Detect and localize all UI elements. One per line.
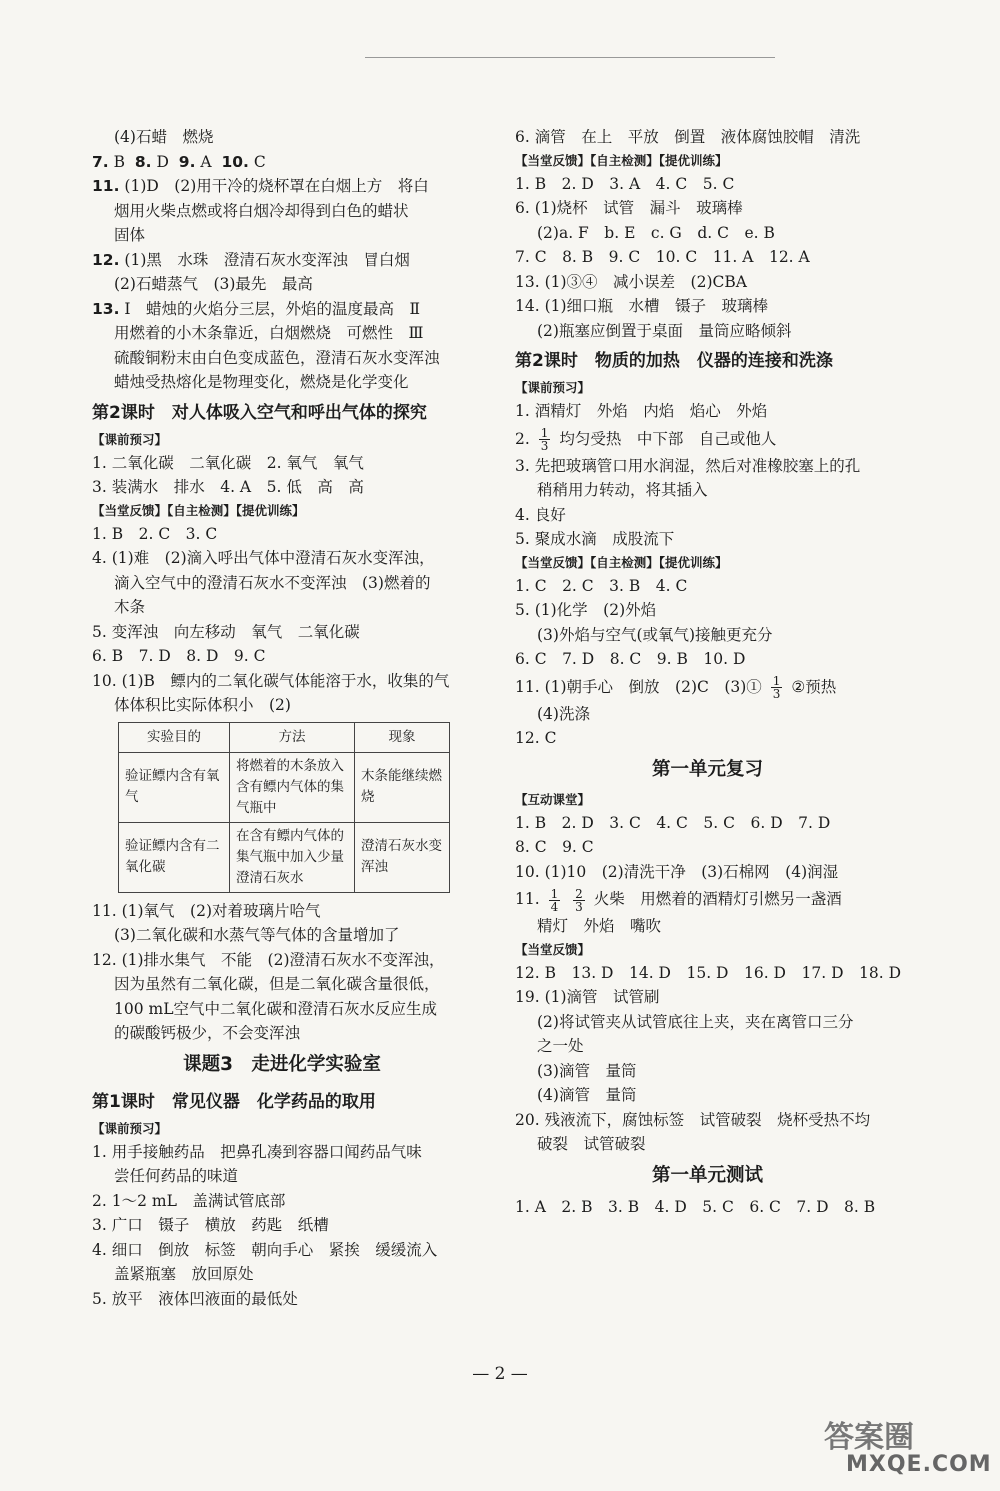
answer-line: 1. C 2. C 3. B 4. C — [515, 576, 688, 595]
answer-line: 20. 残液流下，腐蚀标签 试管破裂 烧杯受热不均 — [515, 1110, 871, 1129]
answer-line: 4. (1)难 (2)滴入呼出气体中澄清石灰水变浑浊， — [92, 549, 435, 567]
page-number: — 2 — — [472, 1364, 528, 1384]
answer-line: 固体 — [114, 226, 146, 244]
answer-line — [515, 672, 900, 702]
answer-line: 1. 二氧化碳 二氧化碳 2. 氧气 氧气 — [92, 453, 364, 472]
answer-line: 8. C 9. C — [515, 838, 594, 856]
answer-line: 因为虽然有二氧化碳，但是二氧化碳含量很低， — [114, 975, 440, 993]
answer-line: (3)滴管 量筒 — [537, 1061, 637, 1080]
section-tag: 【当堂反馈】 — [515, 941, 591, 957]
watermark-brand: 答案圈 — [824, 1420, 914, 1455]
table-header: 现象 — [355, 722, 450, 752]
table-row — [119, 752, 450, 822]
section-tag: 【课前预习】 — [515, 380, 591, 395]
left-column — [92, 125, 472, 1311]
answer-line: (2)石蜡蒸气 (3)最先 最高 — [114, 275, 313, 293]
answer-line: 3. 装满水 排水 4. A 5. 低 高 高 — [92, 478, 364, 496]
answer-line: 木条 — [114, 598, 146, 616]
answer-text: 均匀受热 中下部 自己或他人 — [559, 429, 777, 448]
lesson-heading: 第2课时 对人体吸入空气和呼出气体的探究 — [92, 402, 427, 423]
answer-line: 滴入空气中的澄清石灰水不变浑浊 (3)燃着的 — [114, 573, 431, 592]
section-tag: 【互动课堂】 — [515, 791, 591, 807]
fraction — [771, 675, 783, 700]
answer-line: 19. (1)滴管 试管刷 — [515, 988, 660, 1006]
q-num: 10. — [221, 152, 249, 171]
answer-line: 11. (1)D (2)用干冷的烧杯罩在白烟上方 将白 — [92, 177, 429, 195]
q-ans: C — [253, 152, 266, 171]
q-num: 11. — [515, 890, 540, 908]
answer-line: 1. 酒精灯 外焰 内焰 焰心 外焰 — [515, 402, 768, 420]
answer-line: 1. B 2. D 3. C 4. C 5. C 6. D 7. D — [515, 813, 831, 832]
answer-line: 14. (1)细口瓶 水槽 镊子 玻璃棒 — [515, 297, 769, 315]
fraction-denominator: 4 — [550, 899, 559, 914]
answer-line: (4)滴管 量筒 — [537, 1086, 637, 1104]
fraction — [539, 427, 551, 452]
fraction-denominator: 3 — [540, 439, 549, 453]
answer-line: 3. 先把玻璃管口用水润湿，然后对准橡胶塞上的孔 — [515, 456, 861, 475]
answer-line: 2. 1～2 mL 盖满试管底部 — [92, 1191, 286, 1210]
answer-text: Ⅰ 蜡烛的火焰分三层，外焰的温度最高 Ⅱ — [124, 299, 421, 318]
fraction-numerator: 1 — [550, 886, 559, 901]
answer-line: 12. C — [515, 729, 557, 747]
unit-heading: 第一单元测试 — [651, 1164, 763, 1186]
answer-line: 硫酸铜粉末由白色变成蓝色，澄清石灰水变浑浊 — [114, 348, 440, 367]
answer-line: 5. (1)化学 (2)外焰 — [515, 601, 657, 619]
answer-text: 火柴 用燃着的酒精灯引燃另一盏酒 — [593, 890, 842, 908]
answer-text: ②预热 — [791, 677, 837, 696]
answer-line: 6. B 7. D 8. D 9. C — [92, 647, 266, 665]
answer-line: 6. C 7. D 8. C 9. B 10. D — [515, 650, 746, 668]
watermark-site: MXQE.COM — [846, 1452, 992, 1477]
table-cell: 在含有鳔内气体的集气瓶中加入少量澄清石灰水 — [230, 822, 355, 892]
answer-line: 10. (1)10 (2)清洗干净 (3)石棉网 (4)润湿 — [515, 862, 839, 881]
answer-line: 5. 变浑浊 向左移动 氧气 二氧化碳 — [92, 622, 360, 641]
lesson-heading: 第1课时 常见仪器 化学药品的取用 — [92, 1091, 376, 1112]
answer-line — [515, 424, 900, 454]
answer-line: (2)瓶塞应倒置于桌面 量筒应略倾斜 — [537, 321, 792, 340]
answer-line: (3)二氧化碳和水蒸气等气体的含量增加了 — [114, 926, 400, 944]
table-header: 实验目的 — [119, 722, 230, 752]
table-cell: 木条能继续燃烧 — [355, 752, 450, 822]
table-cell: 将燃着的木条放入含有鳔内气体的集气瓶中 — [230, 752, 355, 822]
section-tag: 【课前预习】 — [92, 1120, 168, 1136]
answer-line: 蜡烛受热熔化是物理变化，燃烧是化学变化 — [114, 373, 409, 391]
answer-line: (2)a. F b. E c. G d. C e. B — [537, 223, 775, 242]
answer-line — [92, 150, 472, 175]
top-rule — [365, 57, 775, 58]
answer-line: 3. 广口 镊子 横放 药匙 纸槽 — [92, 1216, 329, 1234]
answer-line: 4. 良好 — [515, 505, 566, 524]
right-column — [515, 125, 900, 1219]
q-ans: D — [156, 152, 169, 171]
answer-line: 尝任何药品的味道 — [114, 1167, 239, 1185]
answer-line: 12. (1)黑 水珠 澄清石灰水变浑浊 冒白烟 — [92, 250, 410, 269]
q-num: 7. — [92, 152, 109, 171]
answer-line: 13. Ⅰ 蜡烛的火焰分三层，外焰的温度最高 Ⅱ — [92, 299, 421, 318]
table-row — [119, 822, 450, 892]
unit-heading: 第一单元复习 — [651, 758, 763, 780]
answer-line: 1. B 2. C 3. C — [92, 524, 218, 543]
q-num: 9. — [178, 152, 196, 171]
watermark-logo — [806, 1406, 992, 1481]
answer-line: 1. B 2. D 3. A 4. C 5. C — [515, 174, 735, 193]
fraction — [573, 888, 585, 913]
fraction — [549, 888, 561, 913]
answer-line: 6. 滴管 在上 平放 倒置 液体腐蚀胶帽 清洗 — [515, 128, 861, 146]
answer-line: 11. (1)氧气 (2)对着玻璃片哈气 — [92, 901, 321, 920]
answer-line: 1. A 2. B 3. B 4. D 5. C 6. C 7. D 8. B — [515, 1197, 876, 1216]
answer-text: 11. (1)朝手心 倒放 (2)C (3)① — [515, 677, 762, 696]
answer-line: 12. B 13. D 14. D 15. D 16. D 17. D 18. D — [515, 963, 901, 982]
table-cell: 澄清石灰水变浑浊 — [355, 822, 450, 892]
answer-line: 12. (1)排水集气 不能 (2)澄清石灰水不变浑浊， — [92, 950, 445, 969]
fraction-numerator: 1 — [540, 426, 549, 440]
answer-line: 的碳酸钙极少，不会变浑浊 — [114, 1024, 301, 1042]
answer-line: (2)将试管夹从试管底往上夹，夹在离管口三分 — [537, 1012, 854, 1031]
answer-line: 精灯 外焰 嘴吹 — [537, 917, 662, 935]
q-ans: A — [200, 152, 212, 171]
answer-line: 烟用火柴点燃或将白烟冷却得到白色的蜡状 — [114, 201, 409, 220]
answer-line: 用燃着的小木条靠近，白烟燃烧 可燃性 Ⅲ — [114, 324, 424, 342]
answer-line: 100 mL空气中二氧化碳和澄清石灰水反应生成 — [114, 999, 438, 1018]
table-cell: 验证鳔内含有氧气 — [119, 752, 230, 822]
q-num: 8. — [134, 152, 152, 171]
fraction-numerator: 1 — [772, 674, 781, 688]
answer-line: 盖紧瓶塞 放回原处 — [114, 1265, 254, 1283]
topic-heading: 课题3 走进化学实验室 — [183, 1053, 381, 1075]
section-tag: 【当堂反馈】【自主检测】【提优训练】 — [515, 554, 728, 570]
q-ans: B — [113, 152, 126, 171]
table-header: 方法 — [230, 722, 355, 752]
answer-line: 破裂 试管破裂 — [537, 1135, 646, 1153]
answer-line: 之一处 — [537, 1037, 584, 1055]
fraction-numerator: 2 — [575, 886, 583, 901]
answer-line: 13. (1)③④ 减小误差 (2)CBA — [515, 272, 747, 291]
section-tag: 【当堂反馈】【自主检测】【提优训练】 — [515, 152, 728, 168]
answer-line: 6. (1)烧杯 试管 漏斗 玻璃棒 — [515, 199, 743, 217]
experiment-table — [118, 722, 450, 893]
answer-line — [515, 884, 900, 914]
lesson-heading: 第2课时 物质的加热 仪器的连接和洗涤 — [515, 351, 833, 371]
answer-line: (4)洗涤 — [537, 704, 590, 723]
answer-line: 7. C 8. B 9. C 10. C 11. A 12. A — [515, 248, 810, 266]
answer-line: 5. 聚成水滴 成股流下 — [515, 530, 675, 548]
answer-text: (1)D (2)用干冷的烧杯罩在白烟上方 将白 — [124, 177, 429, 195]
answer-line: 5. 放平 液体凹液面的最低处 — [92, 1289, 298, 1308]
fraction-denominator: 3 — [575, 899, 583, 914]
answer-line: 稍稍用力转动，将其插入 — [537, 481, 708, 499]
answer-line: 体体积比实际体积小 (2) — [114, 696, 291, 714]
answer-line: 1. 用手接触药品 把鼻孔凑到容器口闻药品气味 — [92, 1142, 422, 1161]
q-num: 2. — [515, 429, 530, 448]
answer-line: (4)石蜡 燃烧 — [114, 128, 214, 146]
answer-line: 4. 细口 倒放 标签 朝向手心 紧挨 缓缓流入 — [92, 1240, 438, 1259]
section-tag: 【当堂反馈】【自主检测】【提优训练】 — [92, 502, 305, 518]
section-tag: 【课前预习】 — [92, 431, 168, 447]
fraction-denominator: 3 — [772, 687, 781, 701]
answer-text: (1)黑 水珠 澄清石灰水变浑浊 冒白烟 — [124, 250, 410, 269]
answer-line: (3)外焰与空气(或氧气)接触更充分 — [537, 625, 773, 644]
answer-line: 10. (1)B 鳔内的二氧化碳气体能溶于水，收集的气 — [92, 671, 450, 690]
table-cell: 验证鳔内含有二氧化碳 — [119, 822, 230, 892]
